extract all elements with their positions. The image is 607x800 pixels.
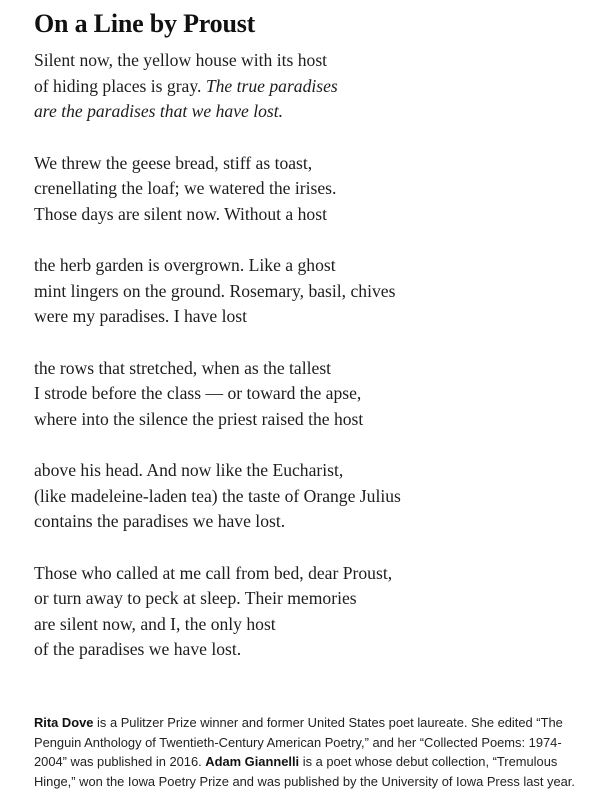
stanza-5 [34, 458, 594, 535]
stanza-1 [34, 48, 594, 125]
bio-line [34, 713, 586, 733]
author-name: Adam Giannelli [205, 754, 300, 769]
poem-line: the herb garden is overgrown. Like a ghost [34, 255, 336, 275]
bio-text: 2004” was published in 2016. [34, 754, 206, 769]
stanza-4 [34, 356, 594, 433]
bio-line [34, 752, 586, 772]
poem-line: contains the paradises we have lost. [34, 511, 286, 531]
bio-line: Hinge,” won the Iowa Poetry Prize and was published by the University of Iowa Press last year. [34, 773, 575, 789]
poem-line: above his head. And now like the Eucharist, [34, 460, 344, 480]
bio-text: is a poet whose debut collection, “Tremulous [299, 754, 558, 769]
poem-line: are silent now, and I, the only host [34, 613, 276, 634]
poem-line [34, 74, 594, 100]
poem-line-italic: are the paradises that we have lost. [34, 101, 284, 121]
poem-line: or turn away to peck at sleep. Their memories [34, 588, 357, 608]
poem-line: Those days are silent now. Without a host [34, 203, 327, 224]
poem-body [34, 48, 594, 689]
bio-text: is a Pulitzer Prize winner and former United States poet laureate. She edited “The [93, 715, 563, 730]
poem-title: On a Line by Proust [34, 9, 256, 38]
poem-line: Those who called at me call from bed, dear Proust, [34, 562, 393, 583]
bio-line: Penguin Anthology of Twentieth-Century American Poetry,” and her “Collected Poems: 1974- [34, 734, 562, 750]
poem-line: were my paradises. I have lost [34, 306, 248, 326]
poem-line: We threw the geese bread, stiff as toast, [34, 152, 313, 173]
poem-line: I strode before the class — or toward the apse, [34, 383, 362, 403]
stanza-6 [34, 561, 594, 663]
poem-line: mint lingers on the ground. Rosemary, basil, chives [34, 280, 396, 301]
poem-line: crenellating the loaf; we watered the irises. [34, 178, 337, 198]
stanza-3 [34, 253, 594, 330]
author-name: Rita Dove [34, 715, 94, 730]
poem-line: (like madeleine-laden tea) the taste of Orange Julius [34, 485, 401, 506]
poem-line: the rows that stretched, when as the tallest [34, 357, 332, 378]
poem-line: where into the silence the priest raised the host [34, 408, 364, 429]
poem-line-italic: The true paradises [205, 75, 338, 96]
stanza-2 [34, 151, 594, 228]
poem-line-text: of hiding places is gray. [34, 75, 206, 96]
poem-line: of the paradises we have lost. [34, 639, 242, 659]
author-bio [34, 713, 586, 791]
poem-line: Silent now, the yellow house with its host [34, 50, 328, 70]
